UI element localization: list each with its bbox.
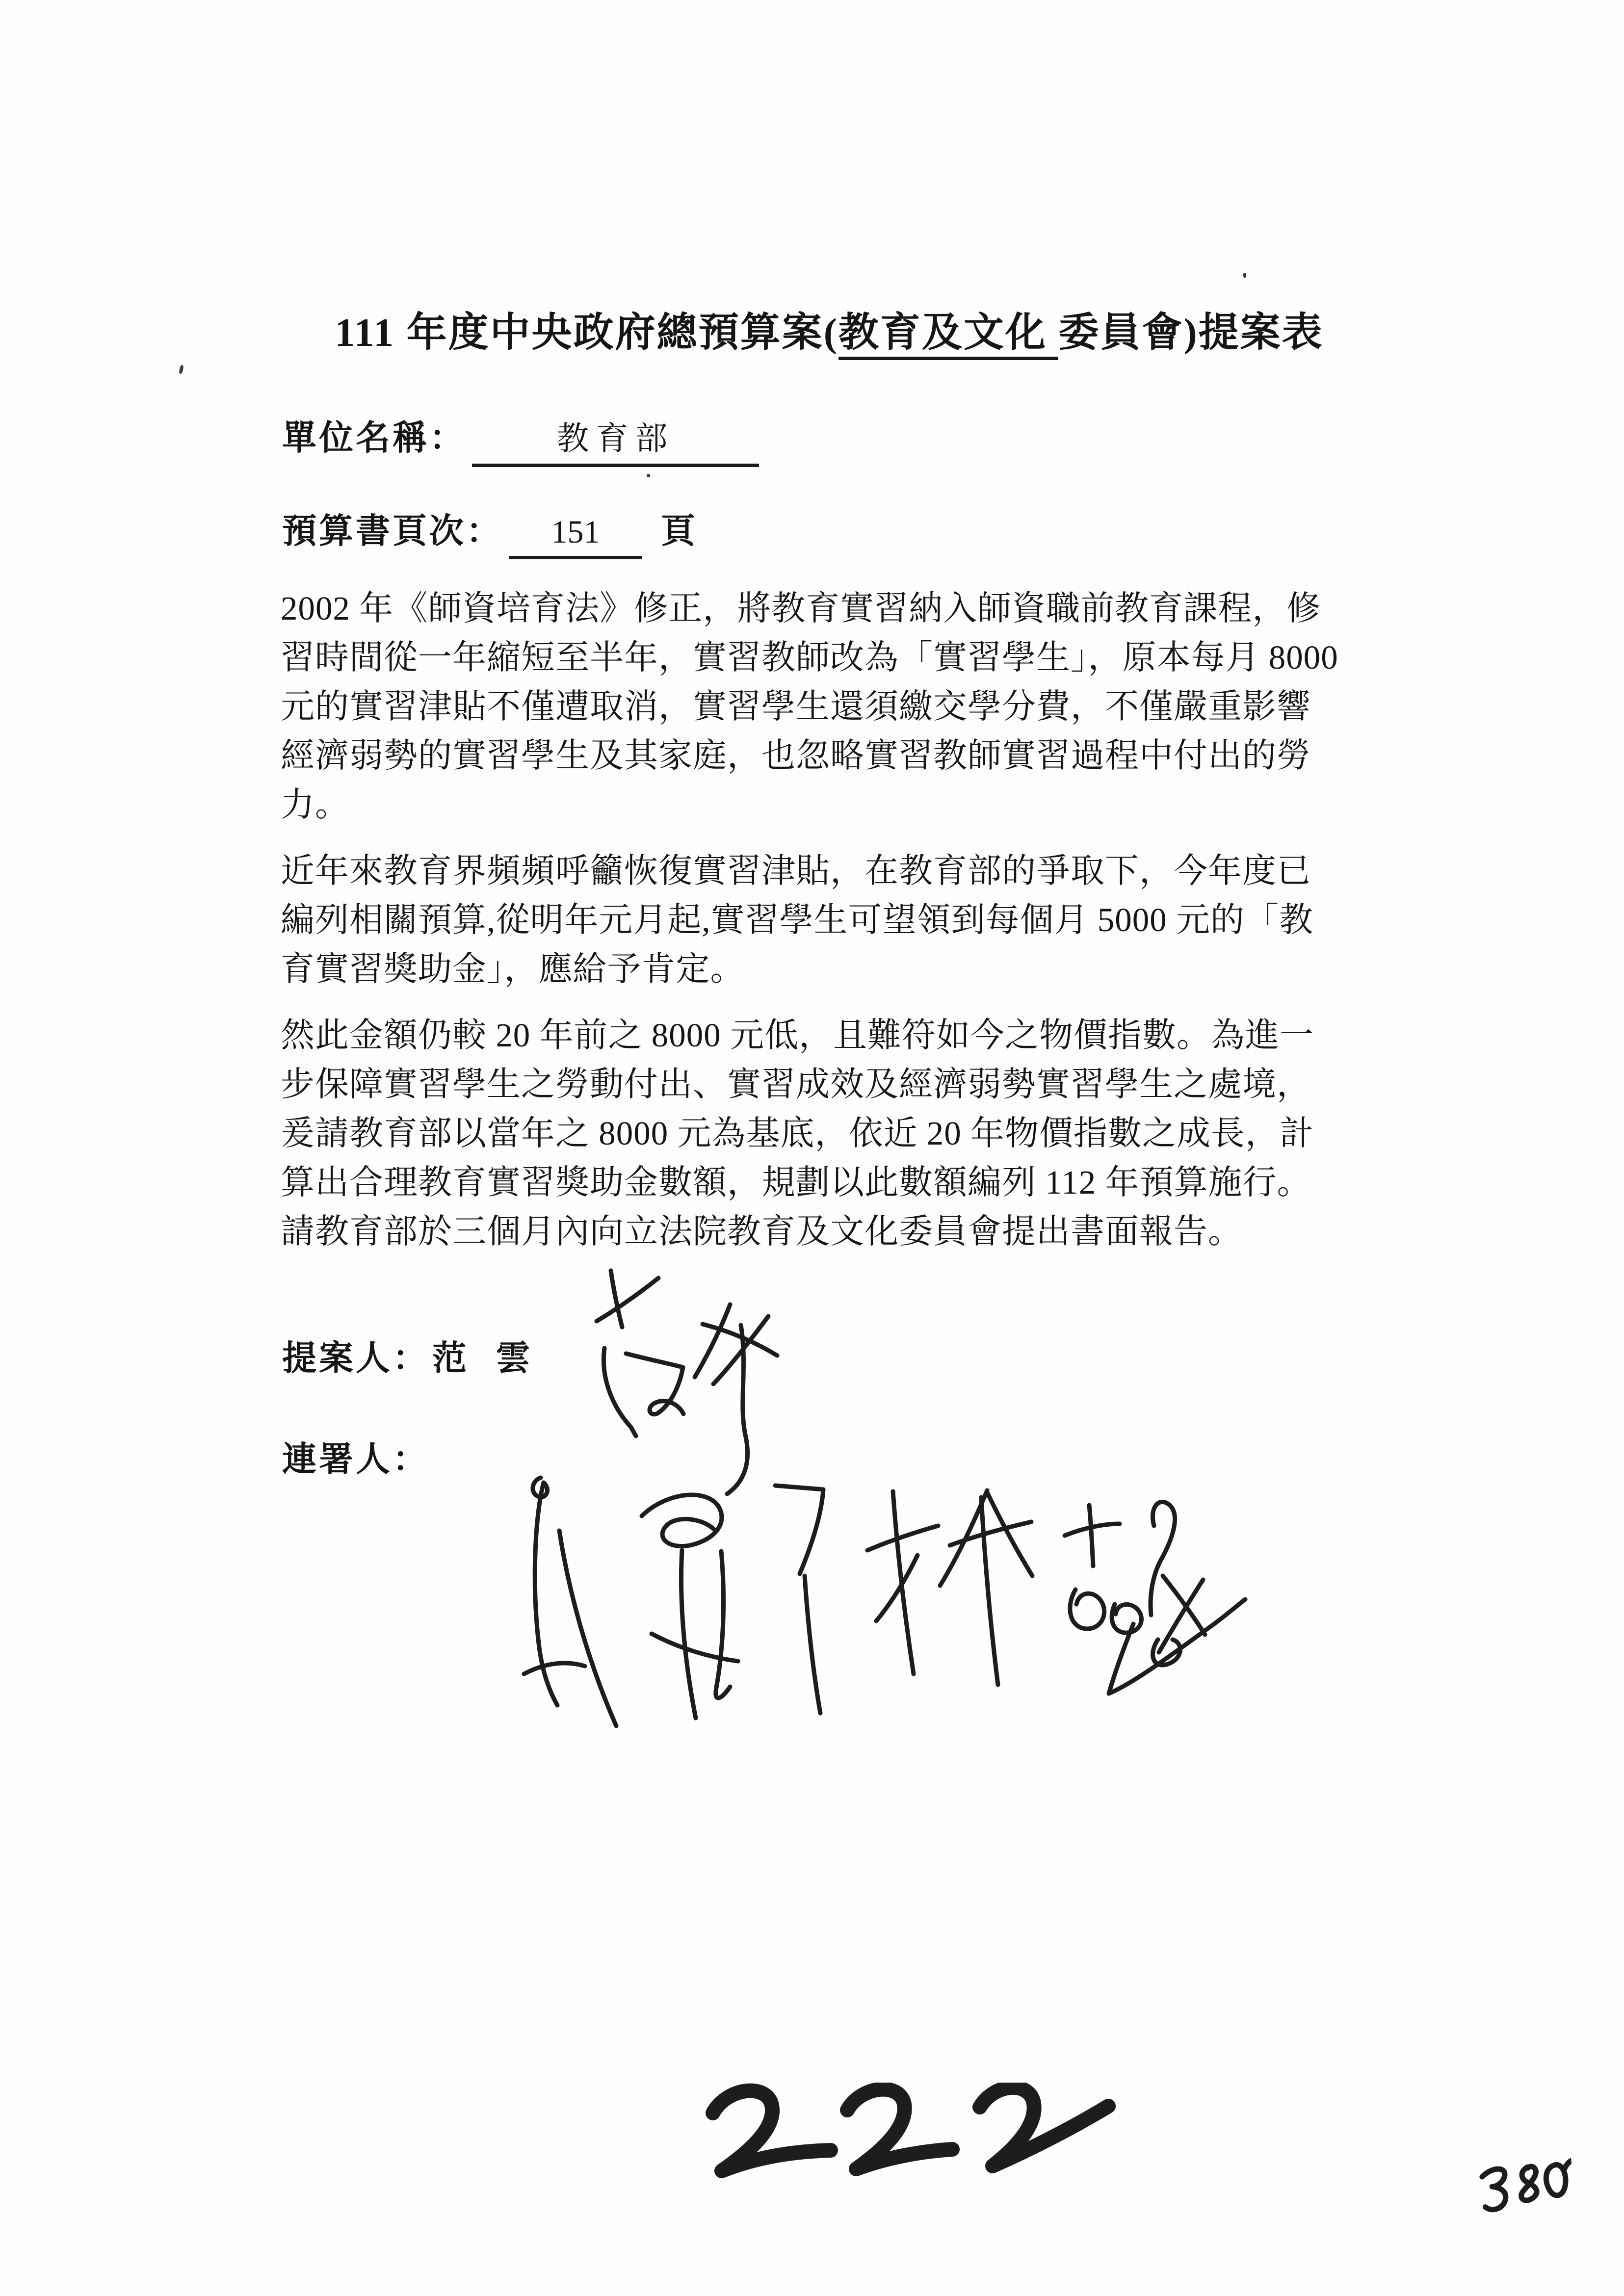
paragraph-1 (281, 584, 1355, 829)
budget-page-label: 預算書頁次： (282, 513, 503, 550)
unit-name-row (282, 410, 759, 467)
title-pre: 111 年度中央政府總預算案( (335, 310, 838, 355)
scan-speck (647, 474, 650, 477)
paragraph-line: 2002 年《師資培育法》修正，將教育實習納入師資職前教育課程，修 (281, 590, 1321, 627)
scan-speck (179, 365, 184, 374)
budget-page-value: 151 (509, 514, 642, 559)
unit-name-label: 單位名稱： (282, 419, 466, 457)
paragraph-line: 力。 (281, 786, 349, 823)
scan-speck (1243, 273, 1246, 278)
cosigner-row (282, 1432, 429, 1481)
paragraph-3 (281, 1011, 1355, 1256)
handwritten-page-number-222 (684, 2083, 1116, 2186)
paragraph-line: 步保障實習學生之勞動付出、實習成效及經濟弱勢實習學生之處境， (281, 1066, 1311, 1103)
cosigner-signature-1-handwriting (510, 1457, 864, 1732)
title-committee-underlined: 教育及文化 (838, 310, 1059, 360)
cosigner-signature-2-handwriting (859, 1477, 1251, 1712)
paragraph-line: 然此金額仍較 20 年前之 8000 元低，且難符如今之物價指數。為進一 (281, 1017, 1314, 1054)
paragraph-line: 經濟弱勢的實習學生及其家庭，也忽略實習教師實習過程中付出的勞 (281, 737, 1311, 774)
paragraph-line: 育實習獎助金」，應給予肯定。 (281, 950, 745, 988)
paragraph-line: 請教育部於三個月內向立法院教育及文化委員會提出書面報告。 (281, 1213, 1242, 1250)
paragraph-2 (281, 846, 1355, 993)
paragraph-line: 編列相關預算,從明年元月起,實習學生可望領到每個月 5000 元的「教 (281, 901, 1313, 939)
proposer-row (282, 1331, 534, 1380)
proposer-name: 范 雲 (432, 1340, 534, 1378)
page-title (294, 300, 1364, 358)
paragraph-line: 習時間從一年縮短至半年，實習教師改為「實習學生」，原本每月 8000 (281, 639, 1338, 676)
unit-name-value: 教育部 (472, 412, 759, 467)
paragraph-line: 算出合理教育實習獎助金數額，規劃以此數額編列 112 年預算施行。 (281, 1164, 1311, 1201)
cosigner-label: 連署人： (282, 1441, 429, 1479)
handwritten-page-number-380 (1473, 2155, 1576, 2223)
paragraph-line: 爰請教育部以當年之 8000 元為基底，依近 20 年物價指數之成長，計 (281, 1115, 1314, 1152)
paragraph-line: 近年來教育界頻頻呼籲恢復實習津貼，在教育部的爭取下，今年度已 (281, 852, 1311, 889)
budget-page-unit: 頁 (661, 513, 695, 550)
title-post: 委員會)提案表 (1058, 310, 1324, 355)
budget-page-row (282, 503, 695, 559)
paragraph-line: 元的實習津貼不僅遭取消，實習學生還須繳交學分費，不僅嚴重影響 (281, 688, 1311, 725)
proposer-label: 提案人： (282, 1340, 429, 1378)
